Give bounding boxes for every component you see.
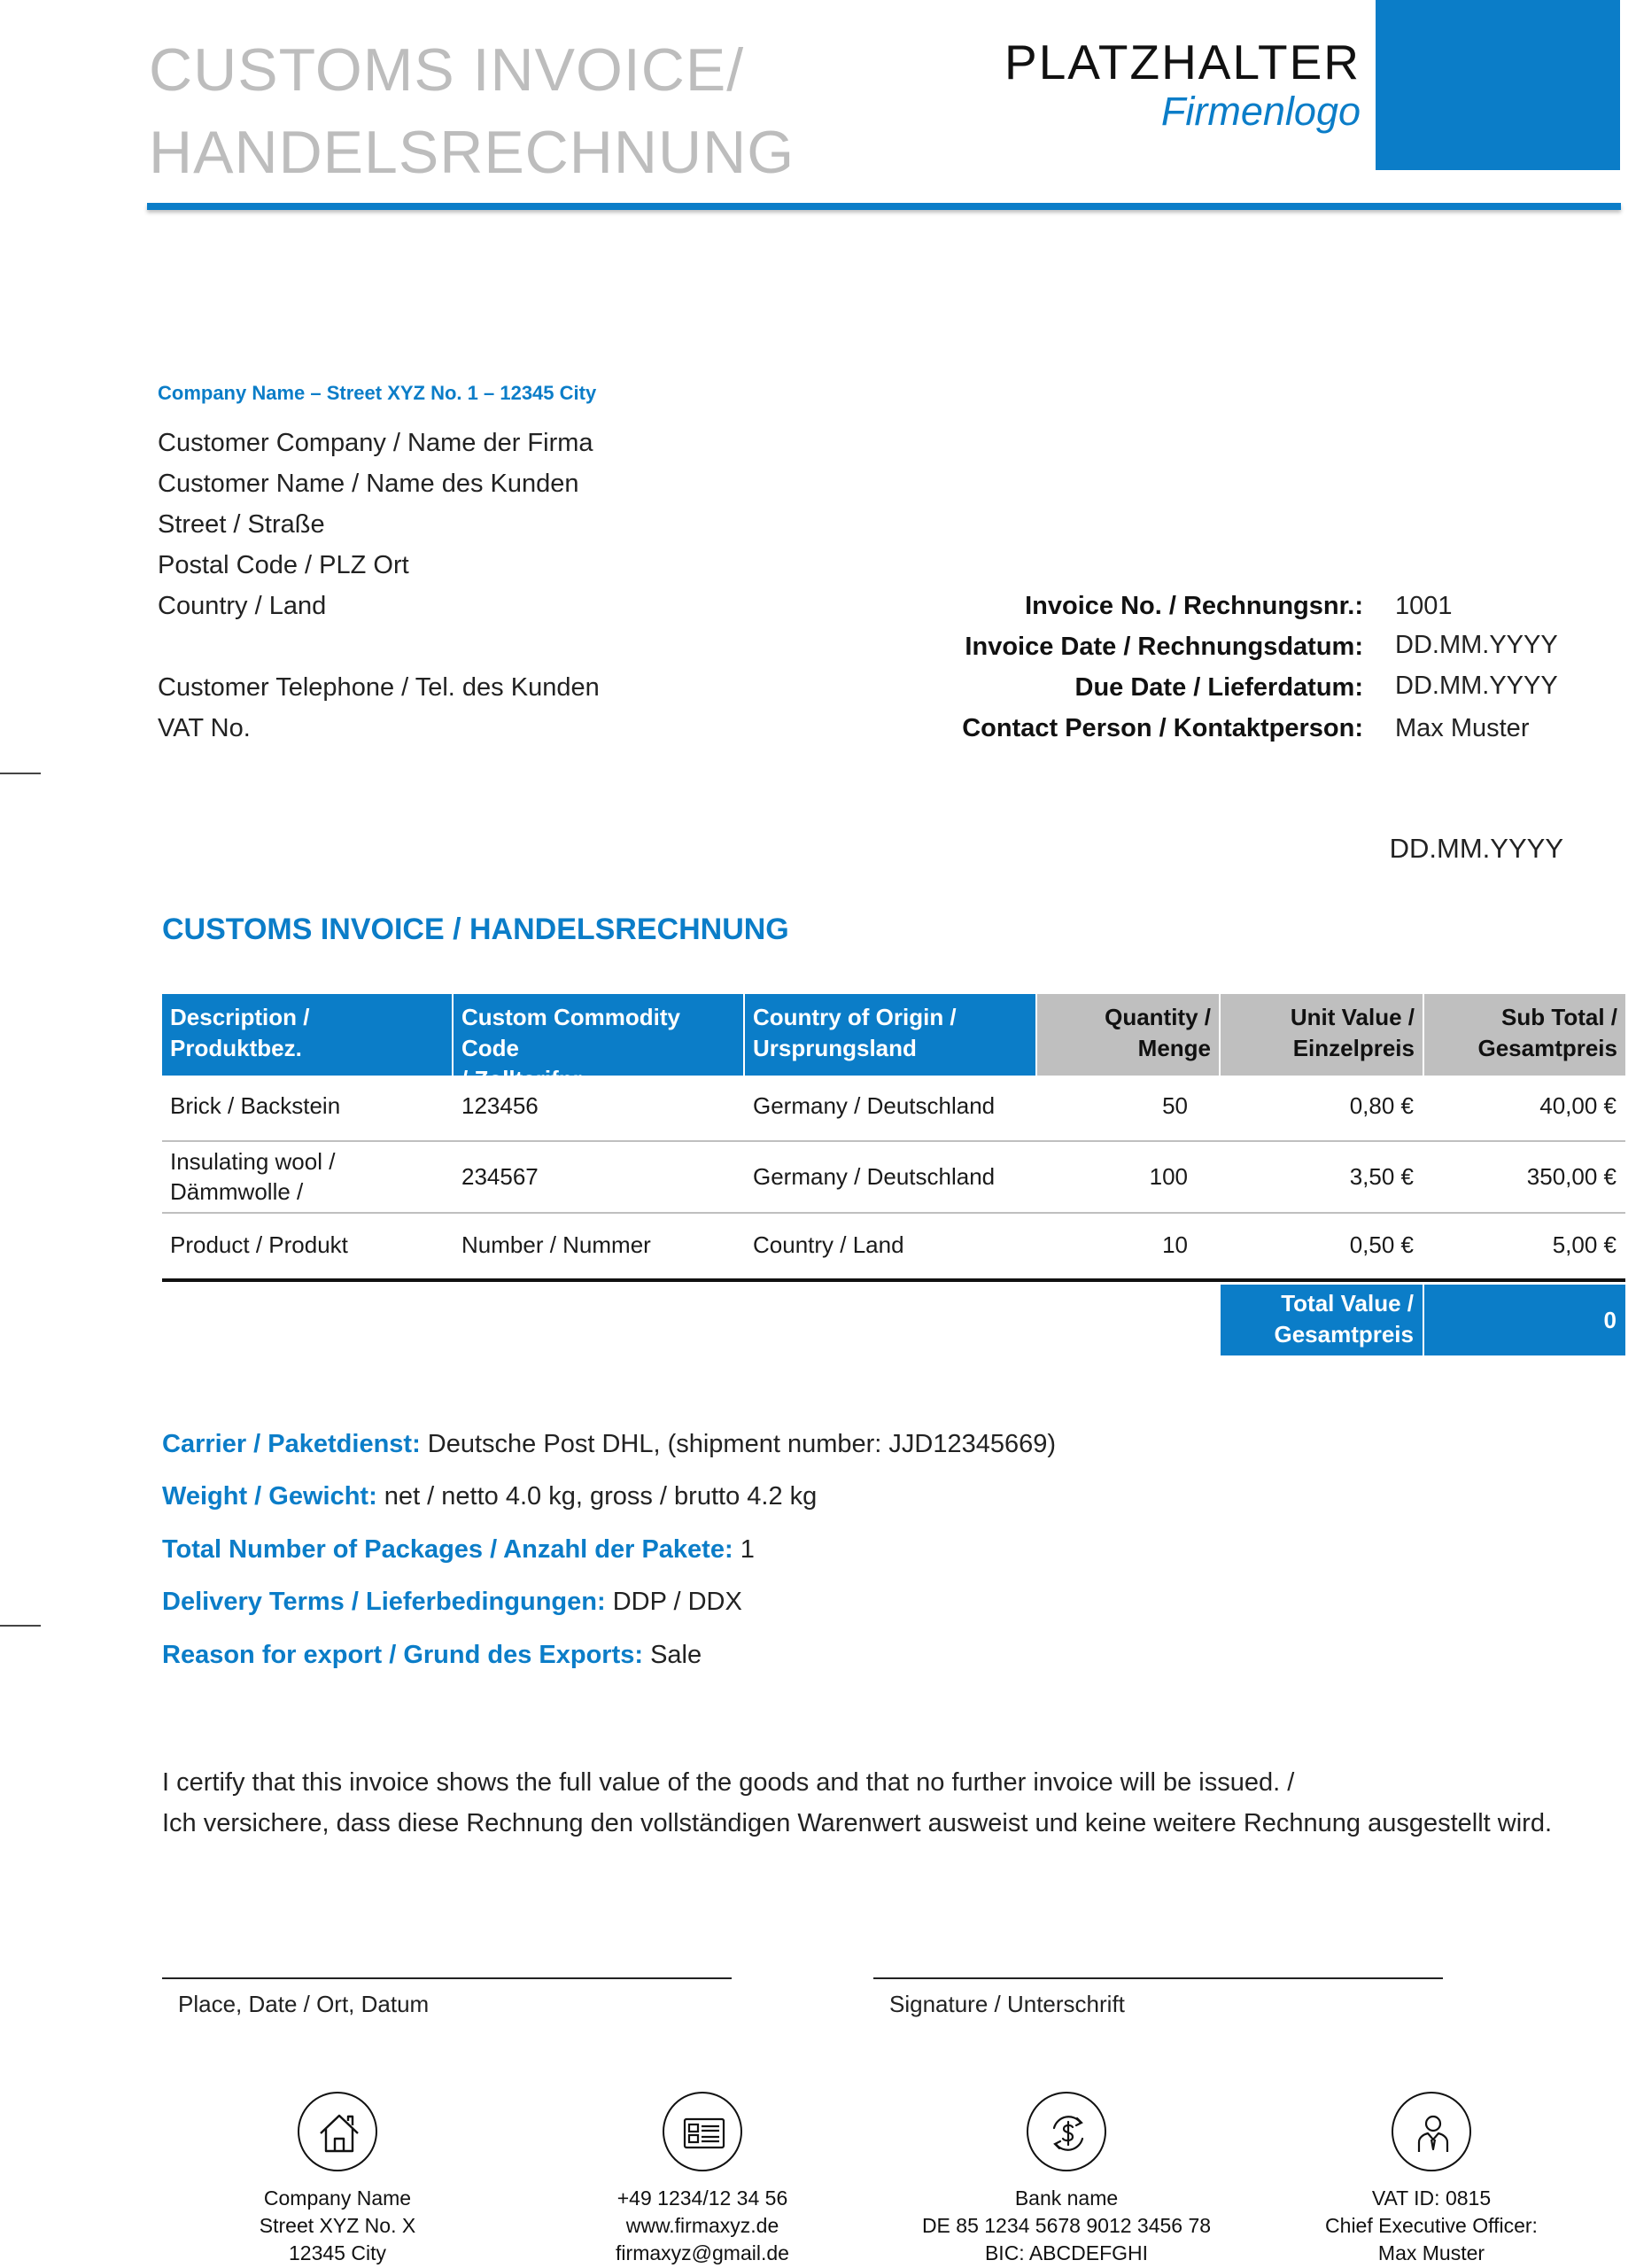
contact-person-label: Contact Person / Kontaktperson: xyxy=(962,714,1363,742)
packages-label: Total Number of Packages / Anzahl der Pakete: xyxy=(162,1535,733,1564)
signature-line xyxy=(873,1977,1443,1979)
due-date-value: DD.MM.YYYY xyxy=(1395,672,1558,700)
delivery-terms-label: Delivery Terms / Lieferbedingungen: xyxy=(162,1588,606,1616)
certification-english: I certify that this invoice shows the full value of the goods and that no further invoice will be issued. / xyxy=(162,1768,1295,1797)
recipient-postal: Postal Code / PLZ Ort xyxy=(158,551,409,579)
total-value: 0 xyxy=(1424,1285,1625,1355)
weight-label: Weight / Gewicht: xyxy=(162,1482,377,1511)
recipient-street: Street / Straße xyxy=(158,510,325,539)
row-3-unit-value: 0,50 € xyxy=(1349,1231,1414,1258)
row-3-origin: Country / Land xyxy=(753,1231,904,1258)
invoice-date-label: Invoice Date / Rechnungsdatum: xyxy=(965,633,1363,661)
recipient-company: Customer Company / Name der Firma xyxy=(158,429,593,457)
row-2-commodity-code: 234567 xyxy=(461,1163,539,1190)
recipient-name: Customer Name / Name des Kunden xyxy=(158,470,579,498)
row-2-subtotal: 350,00 € xyxy=(1526,1163,1617,1190)
document-date: DD.MM.YYYY xyxy=(1389,833,1563,864)
header-divider xyxy=(147,203,1621,210)
footer-contact-info: +49 1234/12 34 56 www.firmaxyz.de firmaxyz@gmail.de xyxy=(616,2186,789,2264)
row-3-subtotal: 5,00 € xyxy=(1552,1231,1617,1258)
contact-person-value: Max Muster xyxy=(1395,714,1530,742)
place-date-line xyxy=(162,1977,732,1979)
row-1-quantity: 50 xyxy=(1162,1092,1188,1119)
row-1-subtotal: 40,00 € xyxy=(1539,1092,1617,1119)
logo-placeholder-text: PLATZHALTER xyxy=(1004,35,1361,89)
logo-block xyxy=(1376,0,1620,170)
weight-value: net / netto 4.0 kg, gross / brutto 4.2 kg xyxy=(376,1482,818,1511)
place-date-label: Place, Date / Ort, Datum xyxy=(178,1991,430,2017)
table-bottom-rule xyxy=(162,1278,1625,1282)
column-header-quantity: Quantity / Menge xyxy=(1037,994,1219,1076)
row-2-description-line-1: Insulating wool / xyxy=(170,1148,336,1175)
carrier-value: Deutsche Post DHL, (shipment number: JJD12345669) xyxy=(420,1430,1057,1458)
fold-mark xyxy=(0,773,41,774)
due-date-label: Due Date / Lieferdatum: xyxy=(1074,673,1363,702)
recipient-telephone: Customer Telephone / Tel. des Kunden xyxy=(158,673,600,702)
footer-tax-info: VAT ID: 0815 Chief Executive Officer: Max Muster xyxy=(1325,2186,1538,2264)
export-reason-line xyxy=(162,1641,702,1670)
footer-bank-info: Bank name DE 85 1234 5678 9012 3456 78 BIC: ABCDEFGHI xyxy=(921,2186,1212,2264)
carrier-label: Carrier / Paketdienst: xyxy=(162,1430,421,1458)
money-exchange-icon xyxy=(1027,2092,1106,2171)
row-1-origin: Germany / Deutschland xyxy=(753,1092,996,1119)
signature-label: Signature / Unterschrift xyxy=(889,1991,1125,2017)
column-header-description: Description / Produktbez. xyxy=(162,994,452,1076)
row-1-description: Brick / Backstein xyxy=(170,1092,341,1119)
weight-line xyxy=(162,1482,817,1511)
document-title-line-1: CUSTOMS INVOICE/ xyxy=(149,36,745,104)
row-divider xyxy=(162,1140,1625,1142)
invoice-number-value: 1001 xyxy=(1395,592,1453,620)
total-value-label: Total Value / Gesamtpreis xyxy=(1221,1285,1423,1355)
row-3-quantity: 10 xyxy=(1162,1231,1188,1258)
table-section-title: CUSTOMS INVOICE / HANDELSRECHNUNG xyxy=(162,913,789,946)
packages-value: 1 xyxy=(733,1535,755,1564)
invoice-date-value: DD.MM.YYYY xyxy=(1395,631,1558,659)
row-2-origin: Germany / Deutschland xyxy=(753,1163,996,1190)
export-reason-value: Sale xyxy=(643,1641,702,1669)
footer-company-info: Company Name Street XYZ No. X 12345 City xyxy=(259,2186,416,2264)
certification-german: Ich versichere, dass diese Rechnung den vollständigen Warenwert ausweist und keine weitere Rechnung ausgestellt wird. xyxy=(162,1809,1553,1837)
businessman-icon xyxy=(1392,2092,1471,2171)
row-3-commodity-code: Number / Nummer xyxy=(461,1231,651,1258)
recipient-country: Country / Land xyxy=(158,592,327,620)
delivery-terms-line xyxy=(162,1588,742,1617)
row-1-unit-value: 0,80 € xyxy=(1349,1092,1414,1119)
row-divider xyxy=(162,1212,1625,1214)
delivery-terms-value: DDP / DDX xyxy=(605,1588,742,1616)
invoice-number-label: Invoice No. / Rechnungsnr.: xyxy=(1025,592,1363,620)
row-2-quantity: 100 xyxy=(1149,1163,1188,1190)
row-2-description-line-2: Dämmwolle / xyxy=(170,1178,304,1205)
contact-card-icon xyxy=(663,2092,742,2171)
packages-line xyxy=(162,1535,755,1565)
carrier-line xyxy=(162,1430,1056,1459)
row-3-description: Product / Produkt xyxy=(170,1231,348,1258)
sender-line: Company Name – Street XYZ No. 1 – 12345 City xyxy=(158,382,597,404)
column-header-unit-value: Unit Value / Einzelpreis xyxy=(1221,994,1423,1076)
row-2-unit-value: 3,50 € xyxy=(1349,1163,1414,1190)
export-reason-label: Reason for export / Grund des Exports: xyxy=(162,1641,644,1669)
fold-mark xyxy=(0,1625,41,1627)
column-header-origin: Country of Origin / Ursprungsland xyxy=(745,994,1035,1076)
column-header-subtotal: Sub Total / Gesamtpreis xyxy=(1424,994,1625,1076)
recipient-vat: VAT No. xyxy=(158,714,251,742)
house-icon xyxy=(298,2092,377,2171)
logo-placeholder-subtext: Firmenlogo xyxy=(1160,89,1361,134)
column-header-commodity-code: Custom Commodity Code / Zolltarifnr. xyxy=(454,994,743,1076)
document-title-line-2: HANDELSRECHNUNG xyxy=(149,119,795,186)
row-1-commodity-code: 123456 xyxy=(461,1092,539,1119)
